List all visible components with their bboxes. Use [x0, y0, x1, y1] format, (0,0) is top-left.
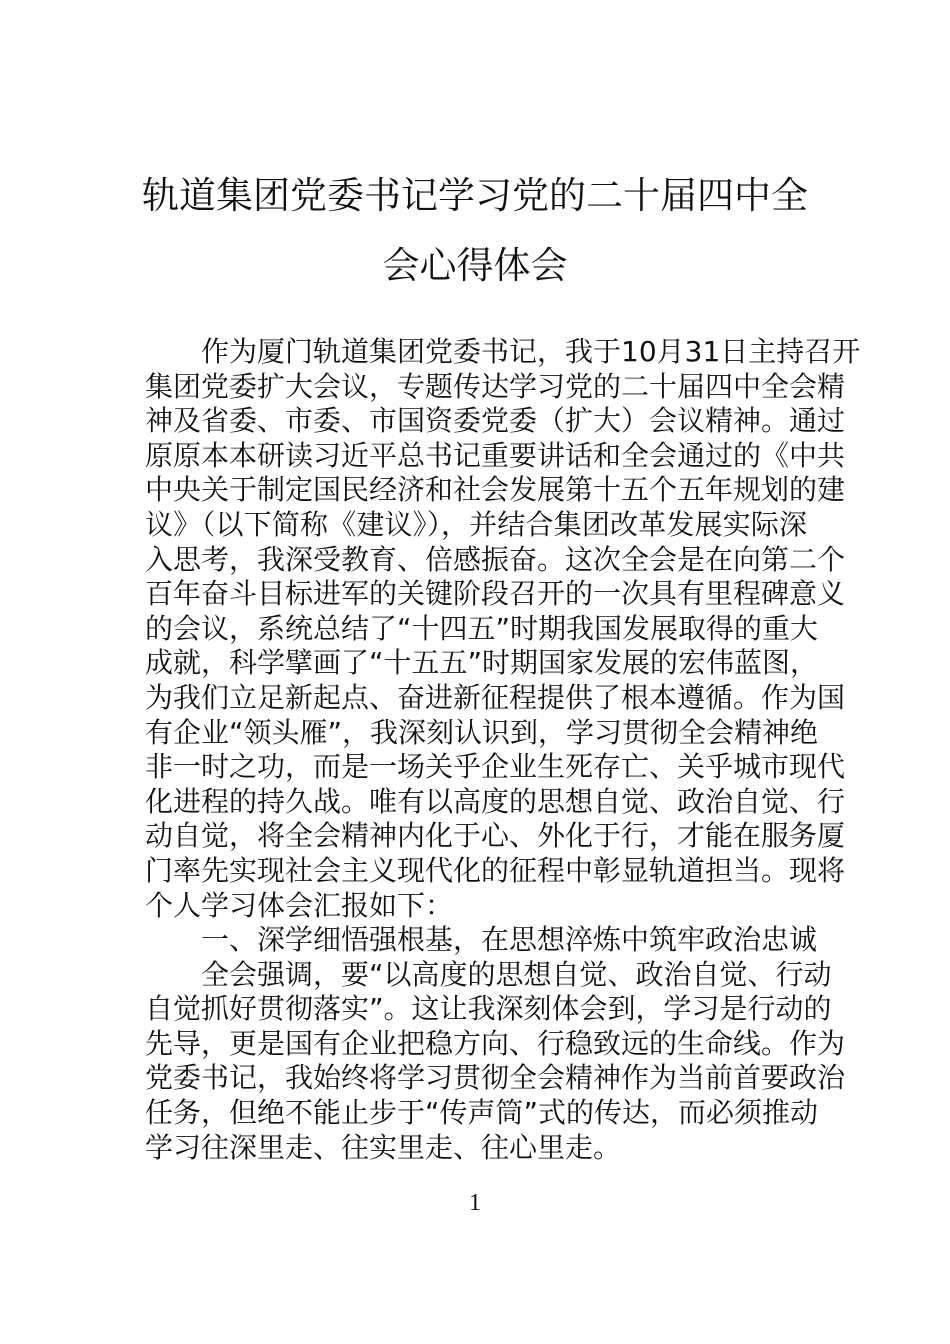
body-text-line: 党委书记，我始终将学习贯彻全会精神作为当前首要政治: [145, 1061, 846, 1095]
page-number: 1: [469, 1190, 481, 1216]
body-text-line: 神及省委、市委、市国资委党委（扩大）会议精神。通过: [145, 404, 846, 438]
document-body: [145, 335, 861, 1165]
body-text-line: 自觉抓好贯彻落实”。这让我深刻体会到，学习是行动的: [145, 992, 832, 1026]
body-text-line: 成就，科学擘画了“十五五”时期国家发展的宏伟蓝图，: [145, 646, 819, 680]
body-text-line: 先导，更是国有企业把稳方向、行稳致远的生命线。作为: [145, 1026, 846, 1060]
body-text-line: 个人学习体会汇报如下：: [145, 888, 454, 922]
body-text-line: 为我们立足新起点、奋进新征程提供了根本遵循。作为国: [145, 680, 846, 714]
body-text-line: 集团党委扩大会议，专题传达学习党的二十届四中全会精: [145, 369, 846, 403]
body-text-line: 任务，但绝不能止步于“传声筒”式的传达，而必须推动: [145, 1096, 819, 1130]
body-text-line: 动自觉，将全会精神内化于心、外化于行，才能在服务厦: [145, 819, 846, 853]
document-title-line-2: 会心得体会: [382, 244, 568, 287]
body-text-line: 学习往深里走、往实里走、往心里走。: [145, 1130, 622, 1164]
body-text-line: 的会议，系统总结了“十四五”时期我国发展取得的重大: [145, 611, 819, 645]
body-text-line: 作为厦门轨道集团党委书记，我于10月31日主持召开: [201, 335, 861, 368]
document-title-line-1: 轨道集团党委书记学习党的二十届四中全: [142, 174, 808, 217]
body-text-line: 议》（以下简称《建议》），并结合集团改革发展实际深: [145, 507, 807, 541]
body-text-line: 中央关于制定国民经济和社会发展第十五个五年规划的建: [145, 473, 846, 507]
section-heading: 一、深学细悟强根基，在思想淬炼中筑牢政治忠诚: [201, 923, 818, 957]
body-text-line: 入思考，我深受教育、倍感振奋。这次全会是在向第二个: [145, 542, 846, 576]
body-text-line: 化进程的持久战。唯有以高度的思想自觉、政治自觉、行: [145, 784, 846, 818]
body-text-line: 全会强调，要“以高度的思想自觉、政治自觉、行动: [201, 957, 832, 991]
body-text-line: 百年奋斗目标进军的关键阶段召开的一次具有里程碑意义: [145, 577, 846, 611]
body-text-line: 有企业“领头雁”，我深刻认识到，学习贯彻全会精神绝: [145, 715, 819, 749]
body-text-line: 原原本本研读习近平总书记重要讲话和全会通过的《中共: [145, 438, 846, 472]
body-text-line: 非一时之功，而是一场关乎企业生死存亡、关乎城市现代: [145, 750, 846, 784]
body-text-line: 门率先实现社会主义现代化的征程中彰显轨道担当。现将: [145, 853, 846, 887]
